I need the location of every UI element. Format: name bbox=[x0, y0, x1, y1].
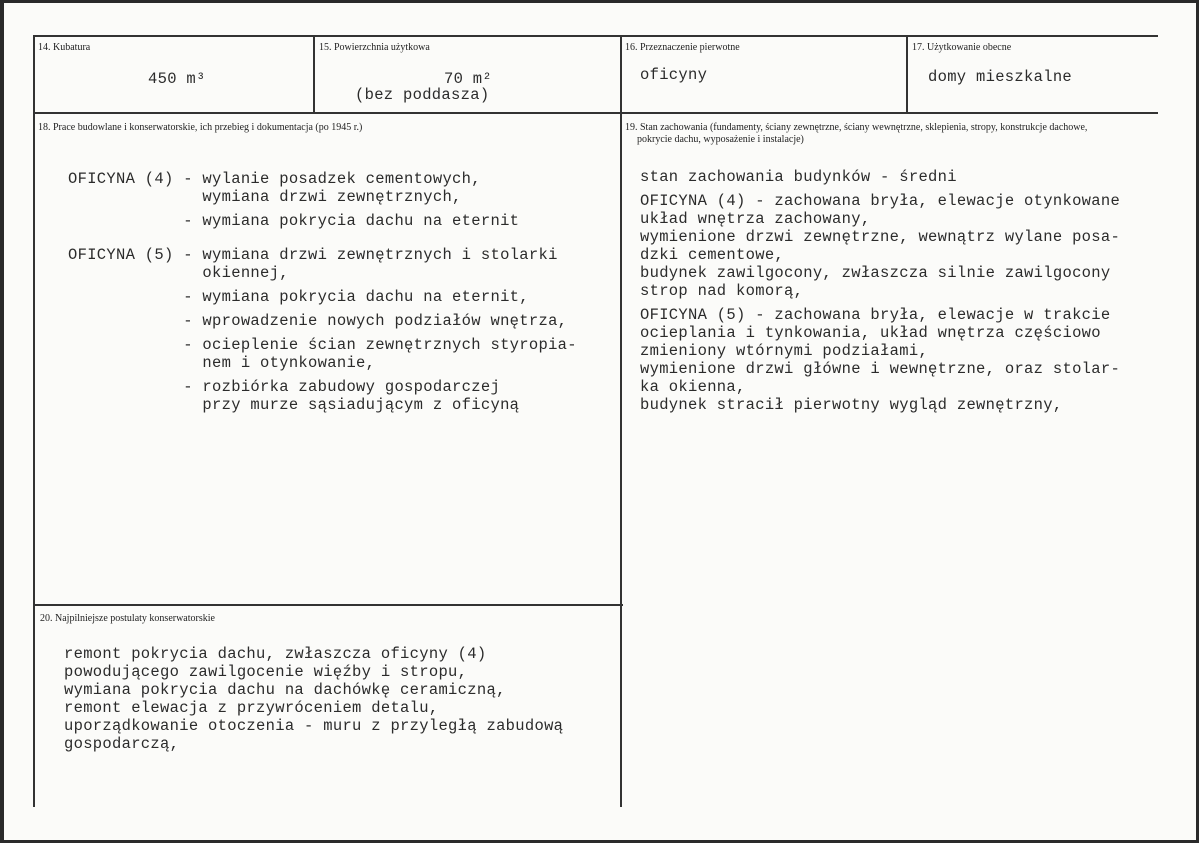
field-19-line: stan zachowania budynków - średni bbox=[640, 168, 957, 186]
field-20-line: uporządkowanie otoczenia - muru z przyległą zabudową bbox=[64, 717, 564, 735]
field-19-line: budynek zawilgocony, zwłaszcza silnie zawilgocony bbox=[640, 264, 1111, 282]
field-19-line: zmieniony wtórnymi podziałami, bbox=[640, 342, 929, 360]
field-19-line: dzki cementowe, bbox=[640, 246, 785, 264]
field-19-line: ka okienna, bbox=[640, 378, 746, 396]
field-18-line: - wymiana pokrycia dachu na eternit bbox=[68, 212, 520, 230]
field-17-value: domy mieszkalne bbox=[928, 68, 1073, 86]
field-19-line: budynek stracił pierwotny wygląd zewnętrzny, bbox=[640, 396, 1063, 414]
field-18-line: przy murze sąsiadującym z oficyną bbox=[68, 396, 520, 414]
col-divider-main bbox=[620, 35, 622, 807]
field-18-line: wymiana drzwi zewnętrznych, bbox=[68, 188, 462, 206]
field-15-value-line1: 70 m² bbox=[444, 70, 493, 88]
field-18-line: - wprowadzenie nowych podziałów wnętrza, bbox=[68, 312, 568, 330]
field-19-line: ocieplania i tynkowania, układ wnętrza częściowo bbox=[640, 324, 1101, 342]
field-14-value: 450 m³ bbox=[148, 70, 206, 88]
col-divider-14-15 bbox=[313, 35, 315, 113]
field-18-label: 18. Prace budowlane i konserwatorskie, ich przebieg i dokumentacja (po 1945 r.) bbox=[38, 122, 363, 133]
field-15-label: 15. Powierzchnia użytkowa bbox=[319, 42, 430, 53]
field-20-label: 20. Najpilniejsze postulaty konserwatorskie bbox=[40, 613, 215, 624]
field-19-label-line2: pokrycie dachu, wyposażenie i instalacje) bbox=[637, 134, 804, 145]
row1-bottom-rule bbox=[33, 112, 1158, 114]
field-19-line: układ wnętrza zachowany, bbox=[640, 210, 871, 228]
field-20-line: wymiana pokrycia dachu na dachówkę ceramiczną, bbox=[64, 681, 506, 699]
field-19-line: OFICYNA (5) - zachowana bryła, elewacje w trakcie bbox=[640, 306, 1111, 324]
field-19-line: wymienione drzwi główne i wewnętrzne, oraz stolar- bbox=[640, 360, 1121, 378]
scan-edge-top bbox=[0, 0, 1199, 3]
field-18-line: - rozbiórka zabudowy gospodarczej bbox=[68, 378, 501, 396]
field-20-content bbox=[64, 645, 563, 753]
field-18-line: - ocieplenie ścian zewnętrznych styropia- bbox=[68, 336, 577, 354]
left-border bbox=[33, 35, 35, 807]
field-18-content bbox=[68, 170, 577, 414]
field-20-line: powodującego zawilgocenie więźby i stropu, bbox=[64, 663, 468, 681]
field-14-label: 14. Kubatura bbox=[38, 42, 91, 53]
field-18-line: nem i otynkowanie, bbox=[68, 354, 376, 372]
field-19-content bbox=[640, 168, 1120, 414]
field-20-line: remont elewacja z przywróceniem detalu, bbox=[64, 699, 439, 717]
scan-edge-left bbox=[0, 0, 4, 843]
field-19-label-line1: 19. Stan zachowania (fundamenty, ściany zewnętrzne, ściany wewnętrzne, sklepienia, stropy, konstrukcje dachowe, bbox=[625, 122, 1088, 133]
field-19-line: wymienione drzwi zewnętrzne, wewnątrz wylane posa- bbox=[640, 228, 1121, 246]
field-20-line: remont pokrycia dachu, zwłaszcza oficyny (4) bbox=[64, 645, 487, 663]
top-rule bbox=[33, 35, 1158, 37]
field-15-value-line2: (bez poddasza) bbox=[355, 86, 490, 104]
field-19-line: OFICYNA (4) - zachowana bryła, elewacje otynkowane bbox=[640, 192, 1121, 210]
field-17-label: 17. Użytkowanie obecne bbox=[912, 42, 1012, 53]
field-16-label: 16. Przeznaczenie pierwotne bbox=[625, 42, 740, 53]
field-18-line: OFICYNA (4) - wylanie posadzek cementowych, bbox=[68, 170, 481, 188]
field-18-line: - wymiana pokrycia dachu na eternit, bbox=[68, 288, 529, 306]
field-16-value: oficyny bbox=[640, 66, 708, 84]
col-divider-16-17 bbox=[906, 35, 908, 113]
field-18-line: okiennej, bbox=[68, 264, 289, 282]
field-18-line: OFICYNA (5) - wymiana drzwi zewnętrznych i stolarki bbox=[68, 246, 558, 264]
field-20-line: gospodarczą, bbox=[64, 735, 180, 753]
field-19-line: strop nad komorą, bbox=[640, 282, 804, 300]
section20-top-rule bbox=[33, 604, 623, 606]
